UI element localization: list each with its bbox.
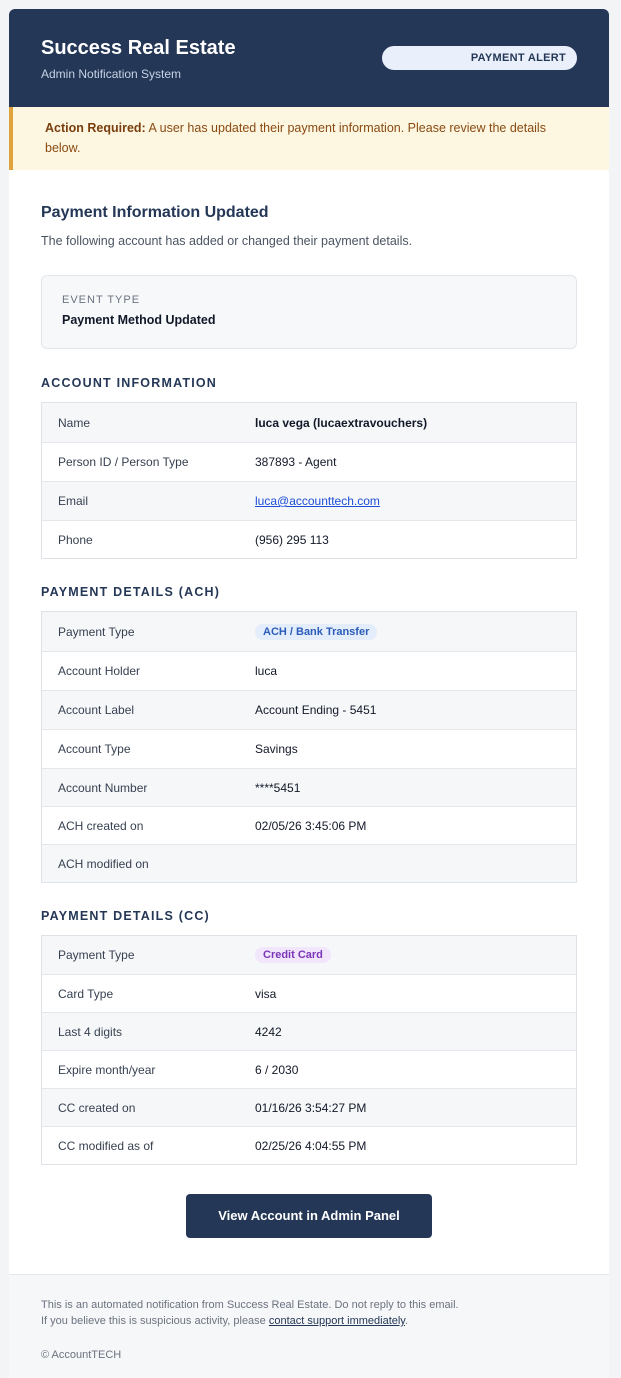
email-card [9, 9, 609, 1378]
notice-prefix: Action Required: [45, 121, 146, 135]
table-row [42, 690, 576, 729]
row-label: Last 4 digits [58, 1024, 123, 1039]
row-value: (956) 295 113 [255, 532, 329, 547]
cc-table [41, 935, 577, 1165]
cc-payment-type-badge: Credit Card [255, 947, 331, 963]
table-row [42, 651, 576, 690]
email-link[interactable]: luca@accounttech.com [255, 494, 380, 508]
row-label: Account Number [58, 780, 148, 795]
row-value: 6 / 2030 [255, 1062, 299, 1077]
row-label: CC created on [58, 1100, 136, 1115]
table-row [42, 844, 576, 882]
row-value: 02/25/26 4:04:55 PM [255, 1138, 367, 1153]
row-value: Account Ending - 5451 [255, 703, 377, 717]
account-section-title: ACCOUNT INFORMATION [41, 376, 218, 390]
page-subtitle: The following account has added or changed their payment details. [41, 234, 413, 248]
table-row [42, 1088, 576, 1126]
ach-payment-type-badge: ACH / Bank Transfer [255, 624, 377, 640]
row-label: CC modified as of [58, 1138, 154, 1153]
brand-subtitle: Admin Notification System [41, 67, 182, 81]
table-row [42, 403, 576, 442]
table-row [42, 1126, 576, 1164]
event-type-label: EVENT TYPE [62, 294, 141, 306]
account-table [41, 402, 577, 559]
table-row [42, 520, 576, 558]
ach-table [41, 611, 577, 883]
row-label: Email [58, 494, 89, 508]
cc-section-title: PAYMENT DETAILS (CC) [41, 909, 210, 923]
row-value: 02/05/26 3:45:06 PM [255, 818, 367, 833]
table-row [42, 768, 576, 806]
row-value: luca [255, 664, 278, 678]
footer-line-2: If you believe this is suspicious activity, please contact support immediately. [41, 1315, 409, 1327]
row-label: ACH created on [58, 818, 144, 833]
email-footer [9, 1274, 609, 1378]
row-value: 387893 - Agent [255, 455, 337, 469]
event-type-box [41, 275, 577, 349]
email-header [9, 9, 609, 107]
table-row [42, 1012, 576, 1050]
table-row [42, 1050, 576, 1088]
table-row [42, 806, 576, 844]
table-row [42, 612, 576, 651]
row-label: Expire month/year [58, 1062, 156, 1077]
contact-support-link[interactable]: contact support immediately [268, 1315, 405, 1327]
copyright: © AccountTECH [41, 1349, 122, 1361]
page-title: Payment Information Updated [41, 204, 269, 221]
table-row [42, 442, 576, 481]
table-row [42, 481, 576, 520]
row-label: ACH modified on [58, 856, 149, 871]
view-account-button[interactable]: View Account in Admin Panel [186, 1194, 432, 1238]
row-value: luca vega (lucaextravouchers) [255, 415, 428, 430]
notice-text: A user has updated their payment information. Please review the details below. [45, 121, 546, 155]
row-label: Phone [58, 532, 93, 547]
table-row [42, 974, 576, 1012]
row-value: Savings [255, 742, 298, 756]
brand-title: Success Real Estate [41, 37, 236, 59]
row-value: ****5451 [255, 780, 301, 795]
footer-line-1: This is an automated notification from Success Real Estate. Do not reply to this email. [41, 1299, 459, 1311]
row-label: Name [58, 415, 91, 430]
payment-alert-badge: PAYMENT ALERT [382, 46, 577, 70]
event-type-value: Payment Method Updated [62, 313, 216, 327]
row-label: Account Holder [58, 664, 141, 678]
row-label: Payment Type [58, 948, 135, 962]
row-value: 01/16/26 3:54:27 PM [255, 1100, 367, 1115]
row-label: Card Type [58, 986, 114, 1001]
table-row [42, 729, 576, 768]
row-label: Person ID / Person Type [58, 455, 189, 469]
ach-section-title: PAYMENT DETAILS (ACH) [41, 585, 221, 599]
table-row [42, 936, 576, 974]
row-label: Payment Type [58, 624, 135, 639]
row-value: visa [255, 986, 277, 1001]
action-required-notice [9, 107, 609, 170]
row-label: Account Label [58, 703, 135, 717]
row-label: Account Type [58, 742, 131, 756]
row-value: 4242 [255, 1024, 282, 1039]
email-content [9, 204, 609, 1238]
